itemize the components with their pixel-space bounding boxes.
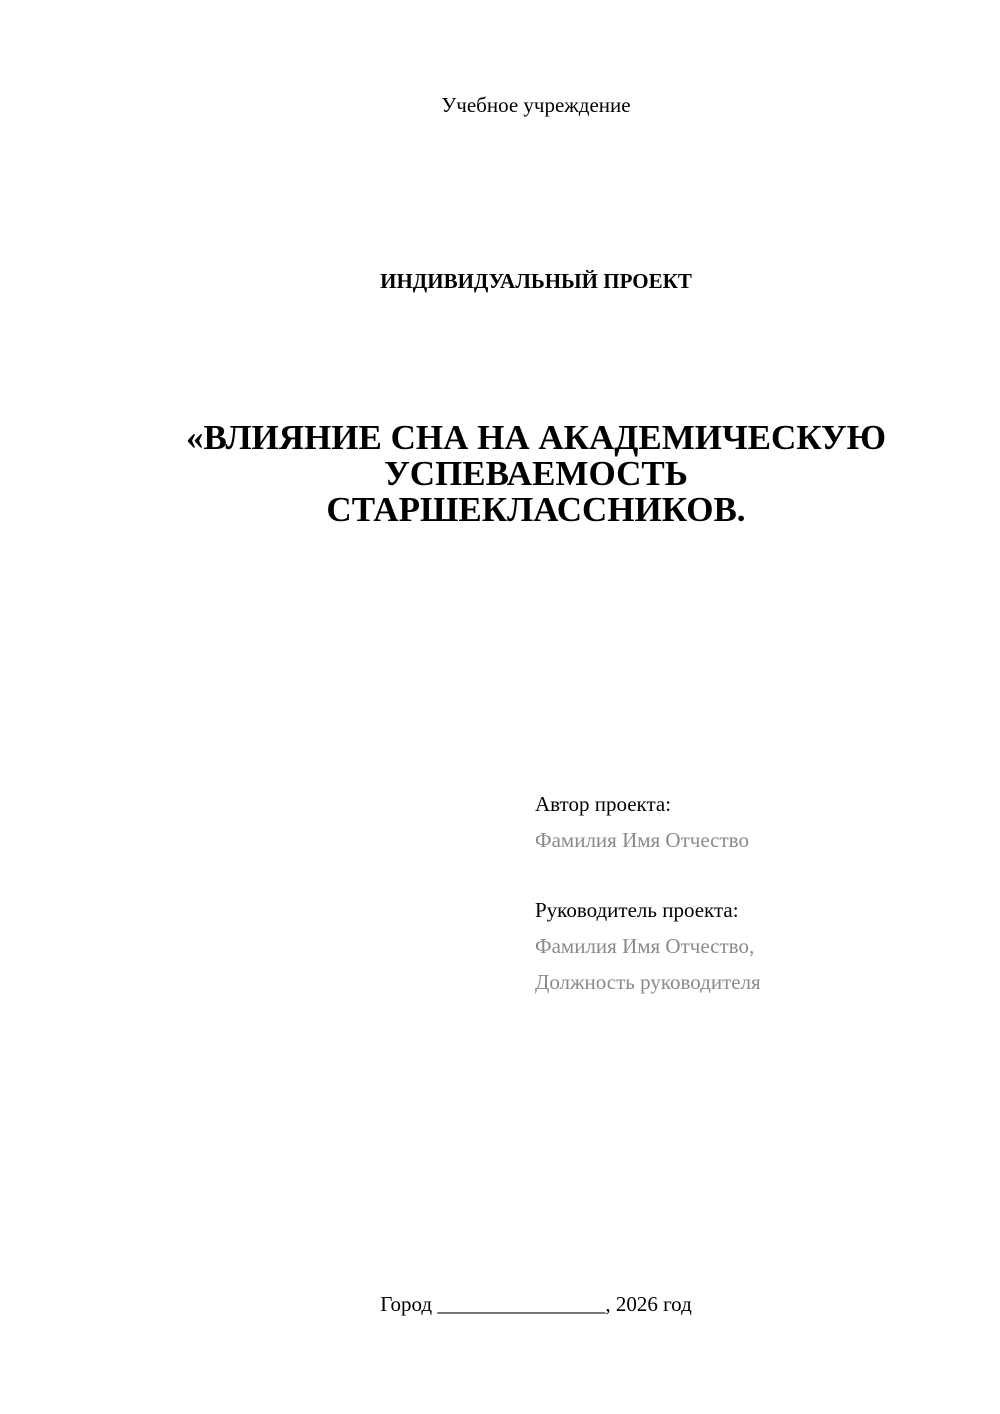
supervisor-label: Руководитель проекта: — [535, 898, 739, 922]
supervisor-block — [535, 892, 761, 1000]
project-title — [0, 420, 1000, 528]
document-type: ИНДИВИДУАЛЬНЫЙ ПРОЕКТ — [380, 269, 692, 293]
supervisor-name-placeholder: Фамилия Имя Отчество, — [535, 934, 755, 958]
project-title-line-1: «ВЛИЯНИЕ СНА НА АКАДЕМИЧЕСКУЮ — [185, 418, 887, 457]
city-year-line: Город ________________, 2026 год — [380, 1292, 692, 1316]
institution-name: Учебное учреждение — [441, 93, 631, 117]
supervisor-position-placeholder: Должность руководителя — [535, 970, 761, 994]
project-title-line-3: СТАРШЕКЛАССНИКОВ. — [326, 490, 746, 529]
author-label: Автор проекта: — [535, 792, 672, 816]
project-title-line-2: УСПЕВАЕМОСТЬ — [384, 454, 688, 493]
author-name-placeholder: Фамилия Имя Отчество — [535, 828, 749, 852]
author-block — [535, 786, 749, 858]
